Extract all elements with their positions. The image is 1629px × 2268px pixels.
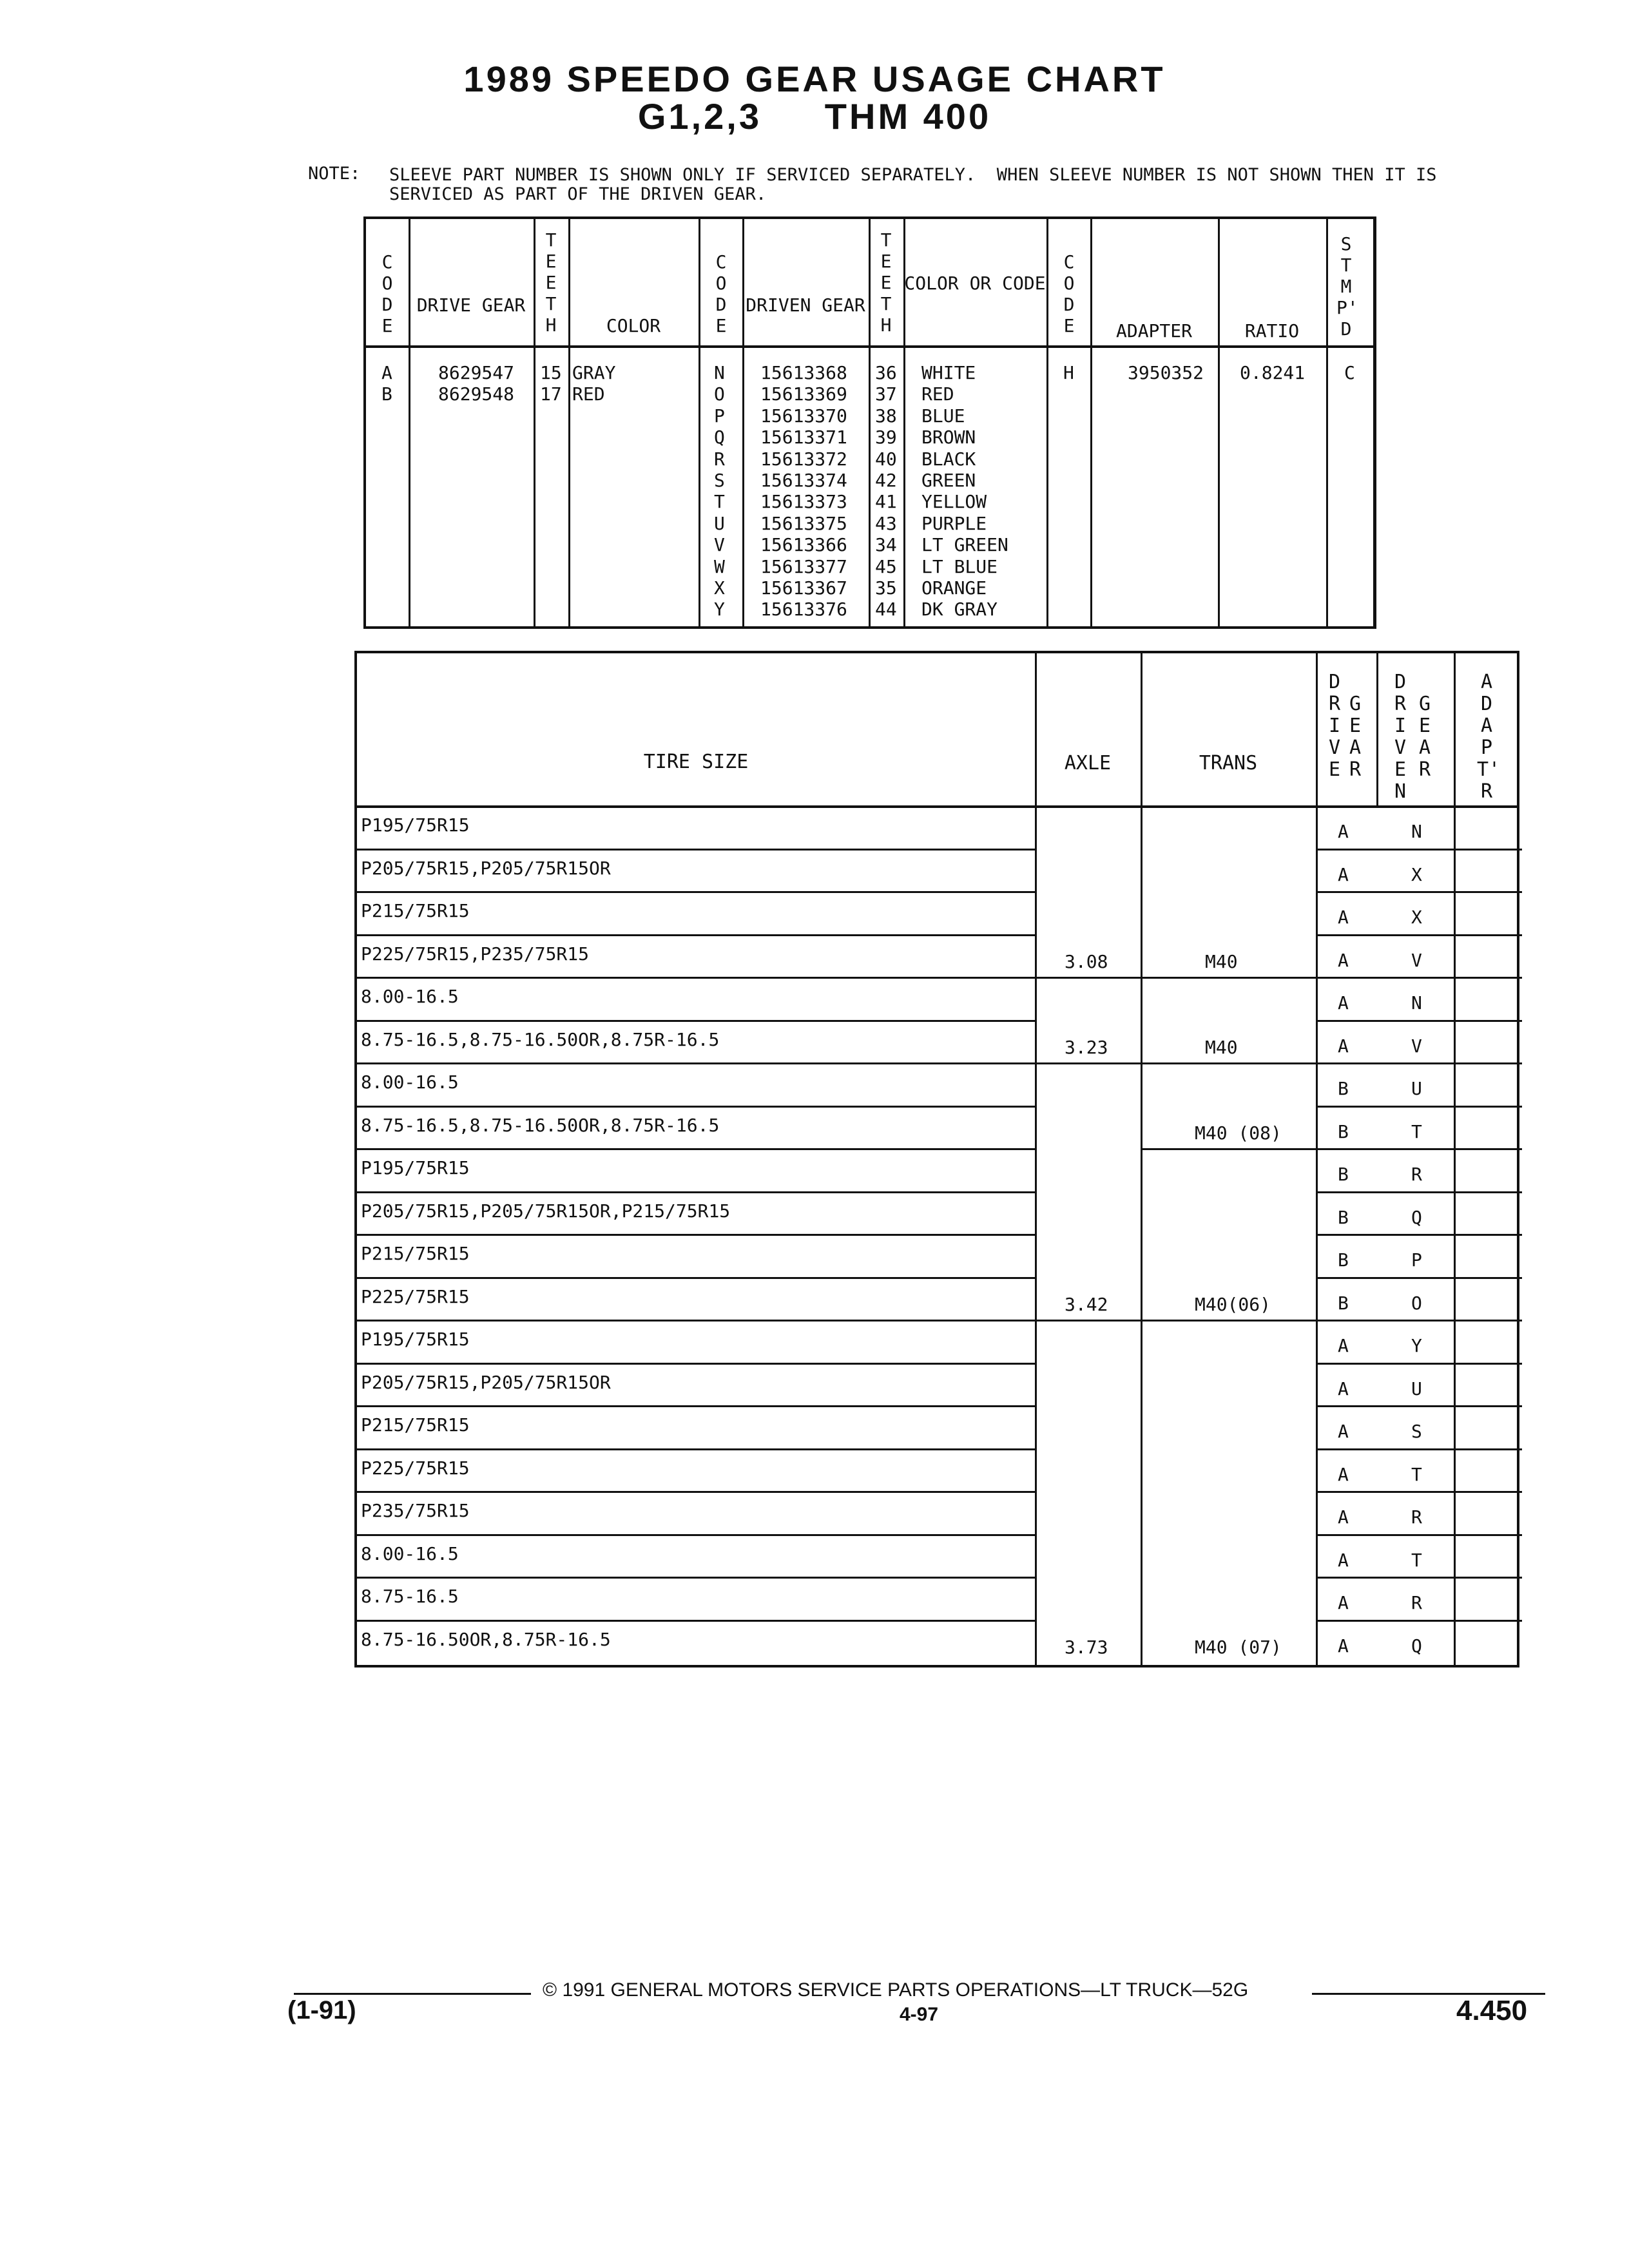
driven-color-value: LT GREEN xyxy=(921,534,1008,556)
tire-size-cell: P195/75R15 xyxy=(361,1329,470,1350)
driver-gear-cell: B xyxy=(1338,1292,1349,1314)
color-or-code-header: COLOR OR CODE xyxy=(904,273,1046,294)
driven-code-value: W xyxy=(714,555,725,577)
driver-gear-cell: B xyxy=(1338,1164,1349,1185)
trans-cell: M40 xyxy=(1205,1036,1238,1058)
driven-teeth-header: T E E T H xyxy=(880,229,892,336)
drive-code-header: C O D E xyxy=(381,251,393,336)
tire-size-cell: P215/75R15 xyxy=(361,1414,470,1436)
driver-gear-cell: A xyxy=(1338,907,1349,928)
driven-color-value: RED xyxy=(921,383,954,405)
driven-teeth-value: 43 xyxy=(875,512,897,534)
driven-teeth-value: 44 xyxy=(875,599,897,620)
driven-gear-value: 15613375 xyxy=(760,512,847,534)
drive-color-value: GRAY xyxy=(572,362,616,383)
driver-gear-cell: B xyxy=(1338,1078,1349,1099)
driven-gear-cell: O xyxy=(1411,1292,1422,1314)
tire-size-cell: P225/75R15,P235/75R15 xyxy=(361,943,590,965)
driven-gear-cell: T xyxy=(1411,1549,1422,1571)
driven-gear-value: 15613369 xyxy=(760,383,847,405)
drive-teeth-column xyxy=(540,362,562,405)
tire-size-cell: 8.00-16.5 xyxy=(361,1072,459,1093)
driven-gear-value: 15613377 xyxy=(760,555,847,577)
driver-gear-cell: A xyxy=(1338,1035,1349,1057)
driven-code-value: V xyxy=(714,534,725,556)
tire-size-header: TIRE SIZE xyxy=(643,751,749,773)
tire-size-cell: P215/75R15 xyxy=(361,1243,470,1264)
driver-gear-cell: A xyxy=(1338,1549,1349,1571)
driven-code-value: T xyxy=(714,491,725,513)
driven-color-value: GREEN xyxy=(921,470,976,492)
driven-gear-cell: Y xyxy=(1411,1335,1422,1356)
driven-teeth-value: 39 xyxy=(875,427,897,448)
driven-gear-cell: X xyxy=(1411,863,1422,885)
adapter-stmpd: C xyxy=(1344,362,1355,383)
driven-code-value: Q xyxy=(714,427,725,448)
tire-size-cell: P195/75R15 xyxy=(361,814,470,836)
driven-gear-value: 15613368 xyxy=(760,362,847,383)
driven-header-b: G E A R xyxy=(1418,693,1431,781)
tire-size-cell: P205/75R15,P205/75R15OR,P215/75R15 xyxy=(361,1200,731,1222)
driven-gear-cell: V xyxy=(1411,949,1422,971)
drive-code-value: B xyxy=(381,383,392,405)
trans-cell: M40 xyxy=(1205,950,1238,972)
trans-cell: M40(06) xyxy=(1195,1293,1271,1315)
driven-code-value: R xyxy=(714,448,725,470)
driven-teeth-value: 41 xyxy=(875,491,897,513)
axle-header: AXLE xyxy=(1064,752,1112,774)
driven-gear-cell: U xyxy=(1411,1378,1422,1399)
driven-teeth-column xyxy=(875,362,897,620)
tire-size-cell: 8.75-16.5 xyxy=(361,1586,459,1607)
driven-color-value: YELLOW xyxy=(921,491,987,513)
driven-gear-value: 15613366 xyxy=(760,534,847,556)
note-line-2: SERVICED AS PART OF THE DRIVEN GEAR. xyxy=(389,184,767,204)
footer-page-right: 4.450 xyxy=(1456,1995,1528,2026)
driver-gear-cell: A xyxy=(1338,1506,1349,1528)
driven-gear-cell: Q xyxy=(1411,1635,1422,1657)
trans-cell: M40 (08) xyxy=(1195,1122,1282,1144)
driven-color-value: BLUE xyxy=(921,405,965,427)
driven-gear-value: 15613372 xyxy=(760,448,847,470)
trans-cell: M40 (07) xyxy=(1195,1636,1282,1658)
adapter-ratio: 0.8241 xyxy=(1240,362,1306,383)
driven-teeth-value: 38 xyxy=(875,405,897,427)
driven-gear-cell: N xyxy=(1411,821,1422,842)
driven-code-column xyxy=(714,362,725,620)
driven-gear-cell: P xyxy=(1411,1249,1422,1271)
copyright-text: © 1991 GENERAL MOTORS SERVICE PARTS OPERATIONS—LT TRUCK—52G xyxy=(543,1979,1249,2001)
tire-size-cell: P205/75R15,P205/75R15OR xyxy=(361,857,611,879)
driven-gear-cell: Q xyxy=(1411,1206,1422,1228)
driven-color-value: ORANGE xyxy=(921,577,987,599)
adapter-part: 3950352 xyxy=(1128,362,1204,383)
driven-gear-cell: S xyxy=(1411,1421,1422,1442)
drive-code-value: A xyxy=(381,362,392,383)
driver-gear-cell: A xyxy=(1338,821,1349,842)
driven-gear-cell: N xyxy=(1411,992,1422,1014)
stmpd-header: S T M P' D xyxy=(1336,233,1358,340)
driven-color-column xyxy=(921,362,1008,620)
driven-code-value: X xyxy=(714,577,725,599)
drive-color-header: COLOR xyxy=(606,315,661,336)
driven-gear-cell: X xyxy=(1411,907,1422,928)
driven-teeth-value: 35 xyxy=(875,577,897,599)
driven-header-a: D R I V E N xyxy=(1394,671,1407,803)
adapter-header: ADAPTER xyxy=(1115,320,1192,341)
driven-code-value: O xyxy=(714,383,725,405)
driven-code-value: P xyxy=(714,405,725,427)
driver-gear-cell: A xyxy=(1338,1635,1349,1657)
driver-gear-cell: A xyxy=(1338,1378,1349,1399)
driven-color-value: WHITE xyxy=(921,362,976,383)
drive-teeth-value: 15 xyxy=(540,362,562,383)
tire-size-cell: 8.75-16.50OR,8.75R-16.5 xyxy=(361,1628,611,1650)
ratio-header: RATIO xyxy=(1244,320,1300,341)
driven-gear-cell: U xyxy=(1411,1078,1422,1099)
axle-cell: 3.73 xyxy=(1065,1636,1108,1658)
driven-gear-header: DRIVEN GEAR xyxy=(746,294,865,316)
driven-gear-value: 15613374 xyxy=(760,470,847,492)
driven-color-value: LT BLUE xyxy=(921,555,998,577)
drive-gear-column xyxy=(438,362,514,405)
drive-gear-value: 8629547 xyxy=(438,362,515,383)
driver-gear-cell: A xyxy=(1338,1335,1349,1356)
driven-gear-cell: V xyxy=(1411,1035,1422,1057)
footer-page-center: 4-97 xyxy=(900,2004,939,2025)
driver-gear-cell: A xyxy=(1338,1592,1349,1613)
drive-teeth-value: 17 xyxy=(540,383,562,405)
drive-gear-header: DRIVE GEAR xyxy=(416,294,526,316)
drive-teeth-header: T E E T H xyxy=(545,229,557,336)
tire-size-cell: P215/75R15 xyxy=(361,900,470,921)
page-title: 1989 SPEEDO GEAR USAGE CHART xyxy=(463,59,1166,99)
footer-date: (1-91) xyxy=(287,1996,356,2024)
driver-gear-cell: A xyxy=(1338,1463,1349,1485)
driven-teeth-value: 42 xyxy=(875,470,897,492)
driven-gear-cell: T xyxy=(1411,1120,1422,1142)
driven-teeth-value: 34 xyxy=(875,534,897,556)
driven-gear-value: 15613373 xyxy=(760,491,847,513)
driven-color-value: BROWN xyxy=(921,427,976,448)
driven-gear-column xyxy=(760,362,847,620)
trans-header: TRANS xyxy=(1199,752,1258,774)
driven-gear-cell: T xyxy=(1411,1463,1422,1485)
driver-gear-cell: A xyxy=(1338,1421,1349,1442)
drive-gear-value: 8629548 xyxy=(438,383,515,405)
driver-header-a: D R I V E xyxy=(1328,671,1341,781)
driven-color-value: DK GRAY xyxy=(921,599,998,620)
note-line-1: SLEEVE PART NUMBER IS SHOWN ONLY IF SERVICED SEPARATELY. WHEN SLEEVE NUMBER IS NOT SHOWN THEN IT IS xyxy=(389,165,1437,185)
axle-cell: 3.42 xyxy=(1065,1293,1108,1315)
tire-size-cell: 8.00-16.5 xyxy=(361,986,459,1007)
usage-table xyxy=(354,651,1519,1667)
driven-code-header: C O D E xyxy=(715,251,727,336)
driven-gear-cell: R xyxy=(1411,1506,1422,1528)
gear-table xyxy=(363,216,1376,629)
driven-code-value: S xyxy=(714,470,725,492)
adapter-code-header: C O D E xyxy=(1063,251,1075,336)
driven-teeth-value: 40 xyxy=(875,448,897,470)
tire-size-cell: 8.75-16.5,8.75-16.50OR,8.75R-16.5 xyxy=(361,1028,720,1050)
driven-color-value: BLACK xyxy=(921,448,976,470)
driver-gear-cell: B xyxy=(1338,1249,1349,1271)
driven-color-value: PURPLE xyxy=(921,512,987,534)
driven-gear-cell: R xyxy=(1411,1592,1422,1613)
tire-size-cell: 8.75-16.5,8.75-16.50OR,8.75R-16.5 xyxy=(361,1114,720,1136)
driver-gear-cell: B xyxy=(1338,1206,1349,1228)
tire-size-cell: P225/75R15 xyxy=(361,1285,470,1307)
tire-size-cell: P205/75R15,P205/75R15OR xyxy=(361,1371,611,1393)
driven-teeth-value: 37 xyxy=(875,383,897,405)
adaptr-header: A D A P T' R xyxy=(1477,671,1501,803)
tire-size-cell: P195/75R15 xyxy=(361,1157,470,1178)
driver-gear-cell: A xyxy=(1338,949,1349,971)
driven-teeth-value: 36 xyxy=(875,362,897,383)
drive-color-value: RED xyxy=(572,383,605,405)
adapter-code: H xyxy=(1063,362,1074,383)
driven-gear-cell: R xyxy=(1411,1164,1422,1185)
tire-size-cell: P235/75R15 xyxy=(361,1500,470,1521)
driver-gear-cell: A xyxy=(1338,863,1349,885)
tire-size-cell: 8.00-16.5 xyxy=(361,1542,459,1564)
driven-gear-value: 15613371 xyxy=(760,427,847,448)
driven-gear-value: 15613370 xyxy=(760,405,847,427)
driven-teeth-value: 45 xyxy=(875,555,897,577)
driver-header-b: G E A R xyxy=(1349,693,1362,781)
page-subtitle: G1,2,3 THM 400 xyxy=(637,96,992,137)
driven-gear-value: 15613367 xyxy=(760,577,847,599)
driver-gear-cell: B xyxy=(1338,1120,1349,1142)
note-label: NOTE: xyxy=(308,164,361,184)
driven-code-value: N xyxy=(714,362,725,383)
driven-code-value: U xyxy=(714,512,725,534)
drive-code-column xyxy=(381,362,392,405)
driven-code-value: Y xyxy=(714,599,725,620)
driven-gear-value: 15613376 xyxy=(760,599,847,620)
tire-size-cell: P225/75R15 xyxy=(361,1457,470,1479)
axle-cell: 3.23 xyxy=(1065,1036,1108,1058)
drive-color-column xyxy=(572,362,615,405)
axle-cell: 3.08 xyxy=(1065,950,1108,972)
driver-gear-cell: A xyxy=(1338,992,1349,1014)
